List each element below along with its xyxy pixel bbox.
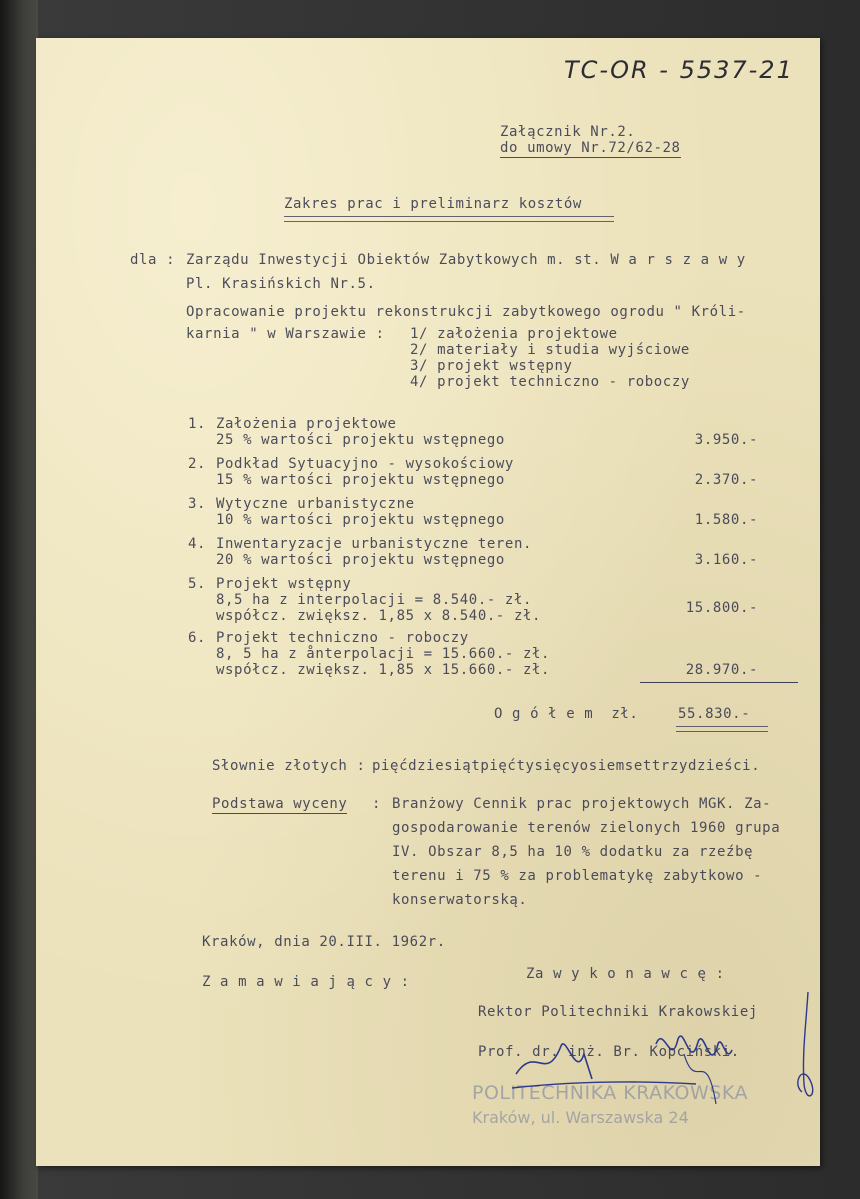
subject-line2: karnia " w Warszawie : [186,326,385,342]
total-double-underline [676,726,768,732]
stamp-line2: Kraków, ul. Warszawska 24 [472,1108,689,1127]
signature [506,984,816,1114]
item-amount: 28.970.- [685,662,758,678]
recipient-lead: dla : [130,252,176,268]
item-title: Podkład Sytuacyjno - wysokościowy [216,456,514,472]
item-number: 2. [188,456,207,472]
item-amount: 15.800.- [685,600,758,616]
subject-line1: Opracowanie projektu rekonstrukcji zabytkowego ogrodu " Króli- [186,304,746,320]
item-amount: 1.580.- [694,512,758,528]
item-detail: 15 % wartości projektu wstępnego [216,472,505,488]
item-title: Założenia projektowe [216,416,397,432]
item-detail: współcz. zwiększ. 1,85 x 8.540.- zł. [216,608,542,624]
item-amount: 2.370.- [694,472,758,488]
item-detail: współcz. zwiększ. 1,85 x 15.660.- zł. [216,662,551,678]
archive-mark: TC-OR - 5537-21 [564,56,794,84]
item-number: 5. [188,576,207,592]
binding-edge [0,0,38,1199]
basis-text: IV. Obszar 8,5 ha 10 % dodatku za rzeźbę [392,844,754,860]
item-title: Projekt wstępny [216,576,352,592]
title-double-underline [284,216,614,222]
subject-part: 1/ założenia projektowe [410,326,618,342]
basis-text: Branżowy Cennik prac projektowych MGK. Za- [392,796,772,812]
item-title: Projekt techniczno - roboczy [216,630,469,646]
in-words-value: pięćdziesiątpięćtysięcyosiemsettrzydzieści. [372,758,761,774]
item-detail: 10 % wartości projektu wstępnego [216,512,505,528]
basis-colon: : [372,796,382,812]
item-detail: 8, 5 ha z ånterpolacji = 15.660.- zł. [216,646,551,662]
item-detail: 8,5 ha z interpolacji = 8.540.- zł. [216,592,533,608]
item-number: 4. [188,536,207,552]
contractor-line2: Prof. dr. inż. Br. Kopciński. [478,1044,740,1060]
annex-line2: do umowy Nr.72/62-28 [500,140,681,156]
item-number: 3. [188,496,207,512]
item-number: 1. [188,416,207,432]
item-amount: 3.160.- [694,552,758,568]
subject-part: 4/ projekt techniczno - roboczy [410,374,690,390]
subject-part: 3/ projekt wstępny [410,358,573,374]
basis-text: gospodarowanie terenów zielonych 1960 grupa [392,820,781,836]
document-title: Zakres prac i preliminarz kosztów [284,196,582,212]
place-date: Kraków, dnia 20.III. 1962r. [202,934,446,950]
recipient-line2: Pl. Krasińskich Nr.5. [186,276,376,292]
total-label: O g ó ł e m zł. [494,706,639,722]
annex-line1: Załącznik Nr.2. [500,124,636,140]
item-detail: 20 % wartości projektu wstępnego [216,552,505,568]
contractor-label: Za w y k o n a w c ę : [526,966,725,982]
item-title: Wytyczne urbanistyczne [216,496,415,512]
basis-text: terenu i 75 % za problematykę zabytkowo - [392,868,763,884]
orderer-label: Z a m a w i a j ą c y : [202,974,410,990]
stamp-line1: POLITECHNIKA KRAKOWSKA [472,1082,748,1104]
item-amount: 3.950.- [694,432,758,448]
item-number: 6. [188,630,207,646]
contractor-line1: Rektor Politechniki Krakowskiej [478,1004,758,1020]
item-title: Inwentaryzacje urbanistyczne teren. [216,536,533,552]
basis-label: Podstawa wyceny [212,796,348,812]
subject-part: 2/ materiały i studia wyjściowe [410,342,690,358]
in-words-label: Słownie złotych : [212,758,366,774]
recipient-line1: Zarządu Inwestycji Obiektów Zabytkowych m. st. W a r s z a w y [186,252,746,268]
document-page [36,38,820,1166]
total-amount: 55.830.- [678,706,751,722]
item-detail: 25 % wartości projektu wstępnego [216,432,505,448]
sum-rule [640,682,798,683]
basis-text: konserwatorską. [392,892,528,908]
